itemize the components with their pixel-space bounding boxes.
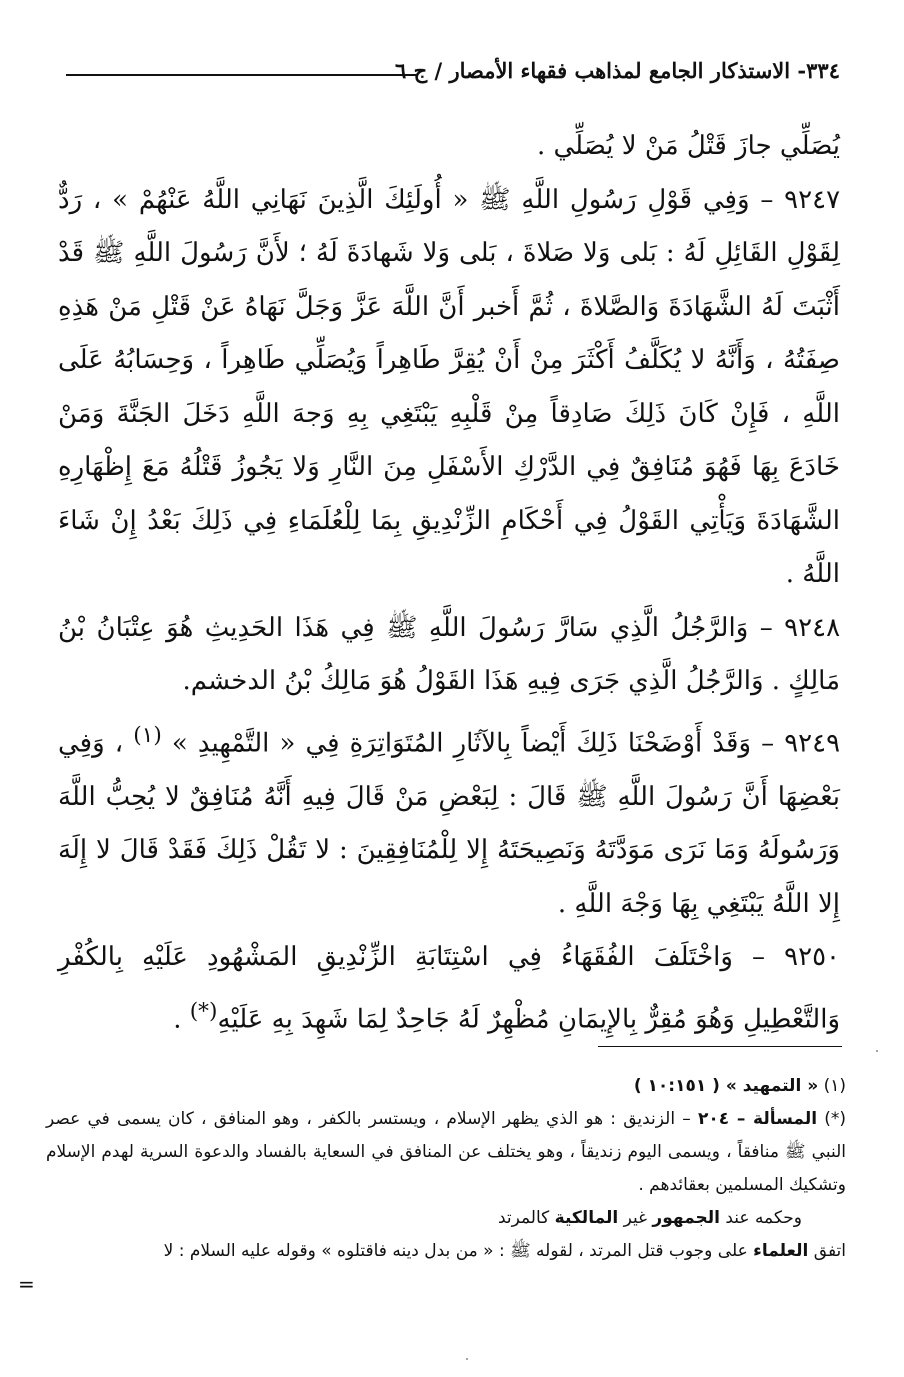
paragraph-text: وَفِي قَوْلِ رَسُولِ اللَّهِ ﷺ « أُولَئِكَ الَّذِينَ نَهَانِي اللَّهُ عَنْهُمْ » ، رَدٌّ لِقَوْلِ القَائِلِ لَهُ : بَلى وَلا صَلاةَ ، بَلى وَلا شَهادَةَ لَهُ ؛ لأَنَّ رَسُولَ اللَّهِ ﷺ قَدْ أَثْبَتَ لَهُ الشَّهَادَةَ وَالصَّلاةَ ، ثُمَّ أَخبر أَنَّ اللَّهَ عَزَّ وَجَلَّ نَهَاهُ عَنْ قَتْلِ مَنْ هَذِهِ صِفَتُهُ ، وَأَنَّهُ لا يُكَلَّفُ أَكْثَرَ مِنْ أَنْ يُقِرَّ طَاهِراً وَيُصَلِّي طَاهِراً ، وَحِسَابُهُ عَلَى اللَّهِ ، فَإِنْ كَانَ ذَلِكَ صَادِقاً مِنْ قَلْبِهِ يَبْتَغِي بِهِ وَجهَ اللَّهِ دَخَلَ الجَنَّةَ وَمَنْ خَادَعَ بِهَا فَهُوَ مُنَافِقٌ فِي الدَّرْكِ الأَسْفَلِ مِنَ النَّارِ وَلا يَجُوزُ قَتْلُهُ مَعَ إِظْهَارِهِ الشَّهَادَةَ وَيَأْتِي القَوْلُ فِي أَحْكَامِ الزِّنْدِيقِ بِمَا لِلْعُلَمَاءِ فِي ذَلِكَ بَعْدُ إِنْ شَاءَ اللَّهُ . bbox=[58, 184, 841, 589]
paragraph-text: وَاخْتَلَفَ الفُقَهَاءُ فِي اسْتِتَابَةِ الزِّنْدِيقِ المَشْهُودِ عَلَيْهِ بِالكُفْرِ وَالتَّعْطِيلِ وَهُوَ مُقِرٌّ بِالإِيمَانِ مُظْهِرٌ لَهُ جَاحِدٌ لِمَا شَهِدَ بِهِ عَلَيْهِ bbox=[58, 942, 840, 1035]
page-header bbox=[66, 52, 840, 92]
paragraph-number: ٩٢٤٨ – bbox=[759, 612, 841, 643]
paragraph-end: . bbox=[173, 1004, 190, 1035]
footnote-rule bbox=[598, 1046, 842, 1047]
opening-line: يُصَلِّي جازَ قَتْلُ مَنْ لا يُصَلِّي . bbox=[536, 131, 840, 161]
footnote-marker: (*) bbox=[824, 1109, 847, 1129]
scan-speck bbox=[466, 1358, 468, 1360]
main-text bbox=[58, 120, 840, 1047]
ruling-line bbox=[46, 1202, 846, 1235]
last-line-text: على وجوب قتل المرتد ، لقوله ﷺ : « من بدل دينه فاقتلوه » وقوله عليه السلام : لا bbox=[163, 1241, 748, 1261]
paragraph-text-continued: ، وَفِي بَعْضِهَا أَنَّ رَسُولَ اللَّهِ ﷺ قَالَ : لِبَعْضِ مَنْ قَالَ فِيهِ أَنَّهُ مُنَافِقٌ لا يُحِبُّ اللَّهَ وَرَسُولَهُ وَمَا نَرَى مَوَدَّتَهُ وَنَصِيحَتَهُ إِلا لِلْمُنَافِقِينَ : لا تَقُلْ ذَلِكَ فَقَدْ قَالَ لا إِلَهَ إِلا اللَّهُ يَبْتَغِي بِهَا وَجْهَ اللَّهِ . bbox=[58, 728, 840, 919]
footnote-label: المسألة – ٢٠٤ bbox=[697, 1109, 818, 1129]
ruling-middle: غير bbox=[623, 1208, 647, 1228]
footnote-1 bbox=[46, 1070, 846, 1103]
ruling-majority: الجمهور bbox=[652, 1208, 720, 1228]
last-footnote-line bbox=[46, 1235, 846, 1268]
running-title: ٣٣٤- الاستذكار الجامع لمذاهب فقهاء الأمصار / ج ٦ bbox=[395, 58, 840, 83]
paragraph-9250 bbox=[58, 931, 840, 1047]
footnote-marker: (١) bbox=[823, 1076, 846, 1096]
footnote-star bbox=[46, 1103, 846, 1202]
paragraph-number: ٩٢٤٩ – bbox=[761, 728, 841, 759]
paragraph-number: ٩٢٥٠ – bbox=[752, 942, 841, 973]
footnote-ref-star[interactable]: (*) bbox=[189, 998, 218, 1024]
paragraph-9249 bbox=[58, 709, 840, 932]
paragraph-text: وَالرَّجُلُ الَّذِي سَارَّ رَسُولَ اللَّهِ ﷺ فِي هَذَا الحَدِيثِ هُوَ عِتْبَانُ بْنُ مَالِكٍ . وَالرَّجُلُ الَّذِي جَرَى فِيهِ هَذَا القَوْلُ هُوَ مَالِكُ بْنُ الدخشم. bbox=[58, 612, 840, 696]
scan-speck bbox=[876, 1050, 878, 1052]
ruling-prefix: وحكمه عند bbox=[725, 1208, 802, 1228]
ruling-maliki: المالكية bbox=[554, 1208, 619, 1228]
paragraph-9248 bbox=[58, 602, 840, 709]
continuation-mark: = bbox=[18, 1272, 35, 1296]
last-line-scholars: العلماء bbox=[753, 1241, 809, 1261]
footnote-ref-1[interactable]: (١) bbox=[133, 722, 162, 748]
ruling-suffix: كالمرتد bbox=[497, 1208, 550, 1228]
header-rule bbox=[66, 74, 418, 76]
footnotes bbox=[46, 1070, 846, 1268]
last-line-prefix: اتفق bbox=[813, 1241, 846, 1261]
paragraph-9247 bbox=[58, 174, 840, 602]
paragraph-number: ٩٢٤٧ – bbox=[760, 184, 841, 215]
paragraph-text: وَقَدْ أَوْضَحْنَا ذَلِكَ أَيْضاً بِالآثَارِ المُتَوَاتِرَةِ فِي « التَّمْهِيدِ » bbox=[171, 728, 751, 759]
footnote-text: « التمهيد » ( ١٠:١٥١ ) bbox=[633, 1076, 819, 1096]
footnote-text: – الزنديق : هو الذي يظهر الإسلام ، ويستسر بالكفر ، وهو المنافق ، كان يسمى في عصر النبي ﷺ منافقاً ، ويسمى اليوم زنديقاً ، وهو يختلف عن المنافق في السعاية بالفساد والدعوة السرية لهدم الإسلام وتشكيك المسلمين بعقائدهم . bbox=[46, 1109, 846, 1195]
